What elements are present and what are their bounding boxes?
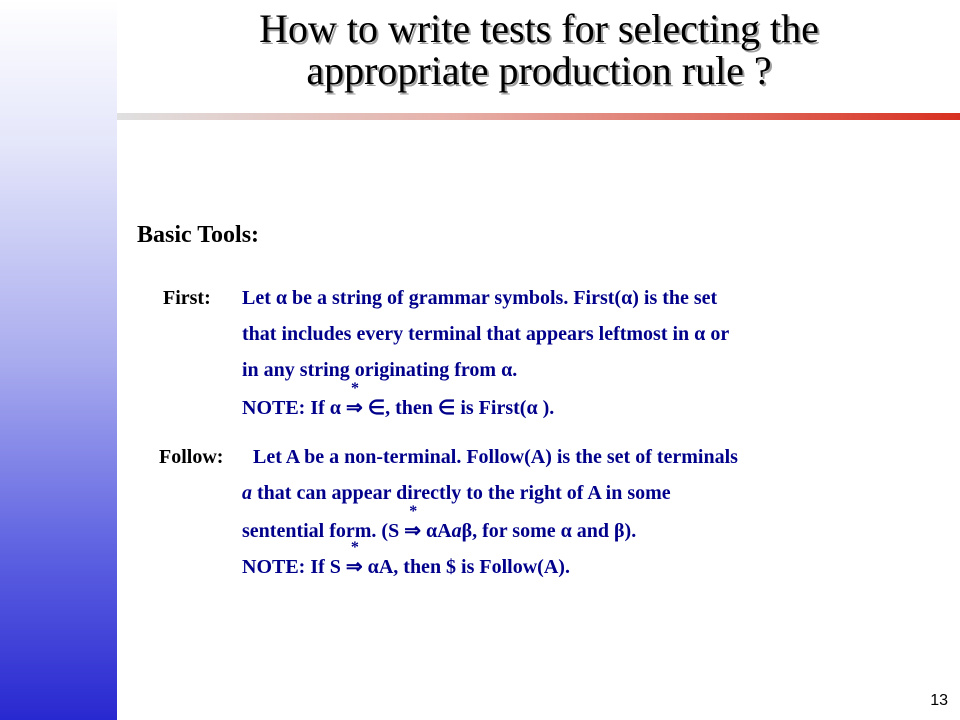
first-line-2: that includes every terminal that appears leftmost in α or: [242, 323, 730, 345]
derives-star: *: [350, 380, 359, 397]
follow-line-2: [242, 482, 671, 505]
follow-terminal-a: a: [242, 482, 252, 504]
follow-note: [242, 539, 570, 579]
derives-arrow: ⇒: [404, 520, 421, 542]
derives-arrow: ⇒: [345, 556, 363, 578]
follow-line-3: [242, 503, 637, 543]
follow-line-3-alphaA: αA: [420, 520, 452, 542]
page-number: 13: [930, 692, 948, 709]
derives-arrow: ⇒: [345, 397, 363, 419]
slide-title: [118, 8, 960, 92]
follow-line-3-a: a: [451, 520, 462, 542]
derives-arrow-icon: [345, 380, 363, 420]
first-note-suffix: ∈, then ∈ is First(α ).: [362, 397, 555, 419]
title-divider: [117, 113, 960, 120]
follow-line-3-prefix: sentential form. (S: [242, 520, 405, 542]
derives-star: *: [350, 539, 359, 556]
derives-arrow-icon: [345, 539, 363, 579]
derives-arrow-icon: [404, 503, 421, 543]
first-term: First:: [163, 287, 211, 309]
first-note-prefix: NOTE: If α: [242, 397, 346, 419]
derives-star: *: [409, 503, 418, 520]
basic-tools-heading: Basic Tools:: [137, 222, 260, 248]
title-line-2: appropriate production rule ?: [306, 48, 772, 93]
first-line-1: Let α be a string of grammar symbols. First(α) is the set: [242, 287, 718, 309]
follow-line-3-suffix: β, for some α and β).: [461, 520, 637, 542]
title-line-1: How to write tests for selecting the: [259, 6, 819, 51]
follow-note-suffix: αA, then $ is Follow(A).: [362, 556, 570, 578]
follow-line-2-rest: that can appear directly to the right of A in some: [252, 482, 671, 504]
first-line-3: in any string originating from α.: [242, 359, 518, 381]
first-note: [242, 380, 555, 420]
follow-note-prefix: NOTE: If S: [242, 556, 346, 578]
follow-line-1: Let A be a non-terminal. Follow(A) is the set of terminals: [253, 446, 738, 468]
sidebar-gradient: [0, 0, 117, 720]
follow-term: Follow:: [159, 446, 224, 468]
